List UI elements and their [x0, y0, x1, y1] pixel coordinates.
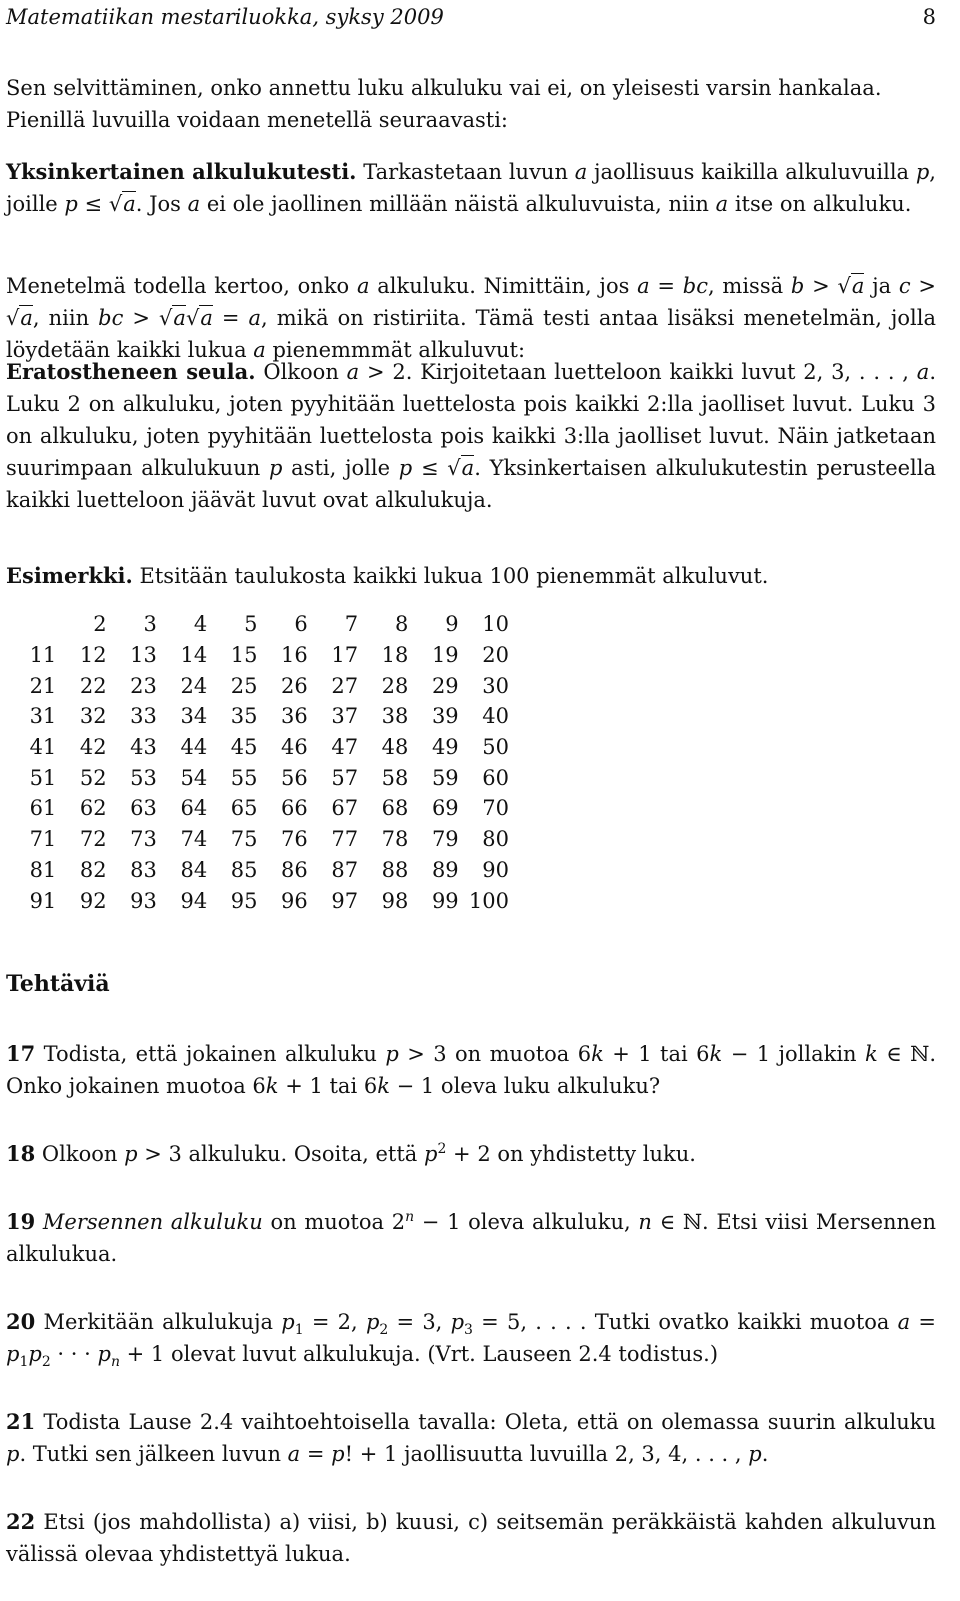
text: Todista Lause 2.4 vaihtoehtoisella tavalla: Oleta, että on olemassa suurin alkuluku [35, 1410, 936, 1434]
table-cell: 77 [331, 827, 359, 852]
text: , mikä on ristiriita. Tämä testi antaa lisäksi menetelmän, jolla löydetään kaikki lukua [6, 306, 937, 362]
text: on muotoa 2 [262, 1210, 406, 1234]
table-cell: 65 [230, 796, 258, 821]
table-cell: 23 [130, 673, 157, 698]
text: asti, jolle [282, 456, 399, 480]
var-k: k [865, 1042, 878, 1066]
table-cell: 51 [29, 765, 57, 790]
var-n: n [638, 1210, 652, 1234]
text: Menetelmä todella kertoo, onko [6, 274, 357, 298]
primality-test-paragraph [6, 156, 936, 220]
var-p: p [281, 1310, 295, 1334]
table-cell: 42 [79, 735, 107, 760]
var-a: a [123, 192, 136, 216]
table-row [6, 701, 509, 732]
text: . Tutki sen jälkeen luvun [19, 1442, 288, 1466]
text: pienemmmät alkuluvut: [265, 338, 526, 362]
table-cell: 31 [29, 704, 57, 729]
table-cell: 56 [281, 765, 308, 790]
table-cell: 88 [381, 857, 409, 882]
table-cell: 24 [180, 673, 208, 698]
text: ∈ ℕ. [651, 1210, 717, 1234]
text: > 3 on muotoa 6 [398, 1042, 592, 1066]
term: Mersennen alkuluku [35, 1210, 263, 1234]
table-cell: 36 [281, 704, 308, 729]
exercise-number: 20 [6, 1309, 36, 1334]
exponent: 2 [437, 1141, 447, 1157]
exercise-19 [6, 1206, 936, 1270]
exercise-number: 19 [6, 1209, 36, 1234]
table-cell: 17 [331, 643, 359, 668]
table-cell: 54 [180, 765, 208, 790]
table-cell: 9 [445, 612, 459, 637]
text: jaollisuus kaikilla alkuluvuilla [587, 160, 916, 184]
table-cell: 52 [79, 765, 107, 790]
table-cell: 5 [244, 612, 258, 637]
var-p: p [64, 192, 78, 216]
sqrt-symbol: √ [837, 274, 851, 298]
text: = 3, [388, 1310, 451, 1334]
table-cell: 68 [381, 796, 409, 821]
table-row [6, 885, 509, 916]
table-cell: 16 [281, 643, 308, 668]
exercise-22 [6, 1506, 936, 1570]
table-cell: 29 [431, 673, 459, 698]
var-p: p [6, 1342, 20, 1366]
var-p: p [915, 160, 930, 184]
table-cell: 25 [230, 673, 258, 698]
table-cell: 14 [180, 643, 208, 668]
var-p: p [97, 1342, 111, 1366]
table-cell: 32 [79, 704, 107, 729]
table-cell: 94 [180, 888, 208, 913]
table-cell: 48 [381, 735, 409, 760]
table-cell: 95 [230, 888, 258, 913]
running-header [6, 1, 936, 31]
text: itse on alkuluku. [728, 192, 912, 216]
text: > 3 alkuluku. Osoita, että [137, 1142, 424, 1166]
table-cell: 28 [381, 673, 409, 698]
table-cell: 73 [130, 827, 157, 852]
eq-symbol: = [212, 306, 249, 330]
text: + 1 olevat luvut alkulukuja. (Vrt. Lauseen 2.4 todistus.) [119, 1342, 719, 1366]
text: . [761, 1442, 769, 1466]
exercise-number: 17 [6, 1041, 36, 1066]
text: − 1 oleva alkuluku, [414, 1210, 639, 1234]
table-cell: 38 [381, 704, 409, 729]
var-a: a [574, 160, 588, 184]
var-bc: bc [682, 274, 708, 298]
table-cell: 66 [281, 796, 308, 821]
table-cell: 27 [331, 673, 359, 698]
sqrt-symbol: √ [6, 306, 20, 330]
table-cell: 4 [193, 612, 208, 637]
table-cell: 93 [130, 888, 157, 913]
sieve-heading: Eratostheneen seula. [6, 359, 256, 384]
table-cell: 90 [482, 857, 509, 882]
table-cell: 19 [431, 643, 459, 668]
text: = [300, 1442, 332, 1466]
table-cell: 98 [381, 888, 409, 913]
table-cell: 46 [281, 735, 308, 760]
table-cell: 59 [431, 765, 459, 790]
var-p: p [28, 1342, 42, 1366]
le-symbol: ≤ [77, 192, 109, 216]
table-cell: 2 [93, 612, 107, 637]
table-cell: 62 [79, 796, 107, 821]
table-cell: 91 [29, 888, 57, 913]
table-cell: 40 [482, 704, 509, 729]
var-p: p [385, 1042, 399, 1066]
sqrt-symbol: √ [185, 306, 200, 330]
var-bc: bc [98, 306, 124, 330]
table-cell: 18 [381, 643, 409, 668]
text: − 1 oleva luku alkuluku? [389, 1074, 661, 1098]
text: . Jos [135, 192, 188, 216]
table-cell [6, 609, 56, 640]
table-cell: 30 [482, 673, 509, 698]
var-a: a [637, 274, 650, 298]
table-cell: 86 [281, 857, 308, 882]
table-cell: 37 [331, 704, 359, 729]
table-cell: 69 [431, 796, 459, 821]
table-row [6, 855, 509, 886]
table-cell: 20 [482, 643, 509, 668]
table-cell: 50 [482, 735, 509, 760]
intro-line-1: Sen selvittäminen, onko annettu luku alkuluku vai ei, on yleisesti varsin hankalaa. [6, 76, 882, 100]
var-a: a [346, 360, 360, 384]
var-a: a [916, 360, 930, 384]
table-cell: 84 [180, 857, 208, 882]
page-number: 8 [922, 5, 936, 29]
table-cell: 82 [79, 857, 107, 882]
table-cell: 61 [29, 796, 57, 821]
table-cell: 35 [230, 704, 258, 729]
le-symbol: ≤ [412, 456, 448, 480]
table-cell: 78 [381, 827, 409, 852]
table-cell: 64 [180, 796, 208, 821]
gt-symbol: > [910, 274, 937, 298]
table-cell: 11 [29, 643, 57, 668]
table-cell: 79 [431, 827, 459, 852]
var-p: p [398, 456, 413, 480]
text: Merkitään alkulukuja [35, 1310, 282, 1334]
table-cell: 21 [29, 673, 57, 698]
text: , missä [707, 274, 791, 298]
text: Kirjoitetaan luetteloon kaikki luvut 2, 3, . . . , [420, 360, 917, 384]
table-cell: 89 [431, 857, 459, 882]
var-p: p [6, 1442, 20, 1466]
exercises-heading: Tehtäviä [6, 971, 110, 997]
table-cell: 96 [281, 888, 308, 913]
var-a: a [356, 274, 370, 298]
subscript: 2 [41, 1354, 51, 1371]
text: Todista, että jokainen alkuluku [35, 1042, 386, 1066]
table-cell: 53 [130, 765, 157, 790]
exercise-number: 21 [6, 1409, 36, 1434]
table-cell: 13 [130, 643, 157, 668]
text: = [910, 1310, 936, 1334]
var-a: a [851, 274, 865, 298]
var-p: p [424, 1142, 438, 1166]
var-a: a [461, 456, 475, 480]
text: alkuluku. Nimittäin, jos [369, 274, 638, 298]
text: + 1 tai 6 [603, 1042, 710, 1066]
table-cell: 83 [130, 857, 157, 882]
table-row [6, 793, 509, 824]
text: , joille [6, 160, 936, 216]
primality-test-heading: Yksinkertainen alkulukutesti. [6, 159, 357, 184]
exercise-20 [6, 1306, 936, 1370]
var-k: k [709, 1042, 723, 1066]
table-cell: 34 [180, 704, 208, 729]
var-k: k [265, 1074, 279, 1098]
sqrt-symbol: √ [159, 306, 173, 330]
table-cell: 60 [482, 765, 509, 790]
table-cell: 99 [431, 888, 459, 913]
table-row [6, 640, 509, 671]
table-cell: 49 [431, 735, 459, 760]
text: Onko jokainen muotoa 6 [6, 1074, 266, 1098]
table-cell: 55 [230, 765, 258, 790]
table-cell: 43 [130, 735, 157, 760]
var-a: a [287, 1442, 301, 1466]
var-a: a [200, 306, 213, 330]
table-cell: 81 [29, 857, 57, 882]
var-k: k [591, 1042, 604, 1066]
exercise-18 [6, 1138, 936, 1170]
text: = 5, . . . . Tutki ovatko kaikki muotoa [472, 1310, 898, 1334]
gt-symbol: > [804, 274, 838, 298]
table-cell: 58 [381, 765, 409, 790]
table-cell: 71 [29, 827, 57, 852]
text: Etsitään taulukosta kaikki lukua 100 pienemmät alkuluvut. [132, 564, 769, 588]
var-a: a [187, 192, 201, 216]
table-cell: 92 [79, 888, 107, 913]
subscript: 1 [19, 1354, 29, 1371]
var-a: a [715, 192, 729, 216]
table-cell: 15 [230, 643, 258, 668]
text: ! + 1 jaollisuutta luvuilla 2, 3, 4, . . . , [344, 1442, 749, 1466]
table-row [6, 732, 509, 763]
table-row [6, 670, 509, 701]
text: , niin [32, 306, 99, 330]
var-k: k [377, 1074, 390, 1098]
var-b: b [790, 274, 805, 298]
table-cell: 67 [331, 796, 359, 821]
text: + 2 on yhdistetty luku. [446, 1142, 696, 1166]
exercise-17 [6, 1038, 936, 1102]
table-cell: 8 [395, 612, 409, 637]
sqrt-symbol: √ [108, 192, 123, 216]
text: = 2, [303, 1310, 366, 1334]
table-cell: 10 [482, 612, 509, 637]
table-cell: 45 [230, 735, 258, 760]
text: > 2. [359, 360, 421, 384]
exercise-21 [6, 1406, 936, 1470]
text: · · · [50, 1342, 98, 1366]
number-table [6, 609, 509, 916]
sieve-paragraph [6, 356, 936, 516]
example-paragraph [6, 560, 936, 592]
text: Etsi (jos mahdollista) a) viisi, b) kuusi, c) seitsemän peräkkäistä kahden alkuluvun välissä olevaa yhdistettyä lukua. [6, 1510, 936, 1566]
table-cell: 85 [230, 857, 258, 882]
table-row [6, 762, 509, 793]
var-c: c [898, 274, 911, 298]
var-p: p [331, 1442, 345, 1466]
exercise-number: 18 [6, 1141, 36, 1166]
table-cell: 57 [331, 765, 359, 790]
subscript: n [110, 1354, 120, 1371]
table-cell: 3 [143, 612, 157, 637]
table-cell: 63 [130, 796, 157, 821]
table-cell: 44 [180, 735, 208, 760]
intro-paragraph [6, 72, 936, 136]
sqrt-symbol: √ [447, 456, 461, 480]
var-a: a [173, 306, 186, 330]
exponent: n [405, 1209, 415, 1225]
text: ∈ ℕ. [877, 1042, 936, 1066]
table-cell: 74 [180, 827, 208, 852]
table-cell: 76 [281, 827, 308, 852]
text: − 1 jollakin [722, 1042, 865, 1066]
table-cell: 22 [79, 673, 107, 698]
table-cell: 70 [482, 796, 509, 821]
table-cell: 33 [130, 704, 157, 729]
var-p: p [365, 1310, 380, 1334]
method-paragraph [6, 270, 936, 366]
table-cell: 26 [281, 673, 308, 698]
gt-symbol: > [123, 306, 160, 330]
table-cell: 47 [331, 735, 359, 760]
var-p: p [450, 1310, 465, 1334]
text: . Luku 2 on alkuluku, joten pyyhitään luettelosta pois kaikki 2:lla jaolliset luvut. Luku 3 on alkuluku, joten pyyhitään luettelosta pois kaikki 3:lla jaolliset luvut. Näin jatketaan suurimpaan alkulukuun [6, 360, 936, 480]
table-cell: 39 [431, 704, 459, 729]
subscript: 3 [464, 1322, 473, 1339]
table-cell: 72 [79, 827, 107, 852]
subscript: 1 [294, 1322, 304, 1339]
var-p: p [268, 456, 283, 480]
text: ja [864, 274, 899, 298]
table-cell: 100 [468, 888, 509, 913]
text: Etsi viisi Mersennen alkulukua. [6, 1210, 936, 1266]
table-cell: 97 [331, 888, 359, 913]
var-a: a [253, 338, 266, 362]
table-cell: 41 [29, 735, 57, 760]
text: Olkoon [35, 1142, 125, 1166]
table-row [6, 824, 509, 855]
var-a: a [897, 1310, 911, 1334]
example-heading: Esimerkki. [6, 563, 133, 588]
table-cell: 80 [482, 827, 509, 852]
var-a: a [248, 306, 262, 330]
text: . Yksinkertaisen alkulukutestin perusteella kaikki luetteloon jäävät luvut ovat alkulukuja. [6, 456, 936, 512]
table-cell: 75 [230, 827, 258, 852]
table-cell: 6 [294, 612, 308, 637]
text: Tarkastetaan luvun [363, 160, 575, 184]
subscript: 2 [379, 1322, 389, 1339]
table-cell: 87 [331, 857, 359, 882]
table-row [6, 609, 509, 640]
var-p: p [748, 1442, 762, 1466]
intro-line-2: Pienillä luvuilla voidaan menetellä seuraavasti: [6, 108, 509, 132]
eq-symbol: = [649, 274, 683, 298]
header-title: Matematiikan mestariluokka, syksy 2009 [6, 5, 444, 29]
var-a: a [20, 306, 33, 330]
table-cell: 7 [344, 612, 359, 637]
table-cell: 12 [79, 643, 107, 668]
text: + 1 tai 6 [278, 1074, 378, 1098]
var-p: p [124, 1142, 138, 1166]
exercise-number: 22 [6, 1509, 36, 1534]
text: ei ole jaollinen millään näistä alkuluvuista, niin [200, 192, 716, 216]
text: Olkoon [255, 360, 347, 384]
